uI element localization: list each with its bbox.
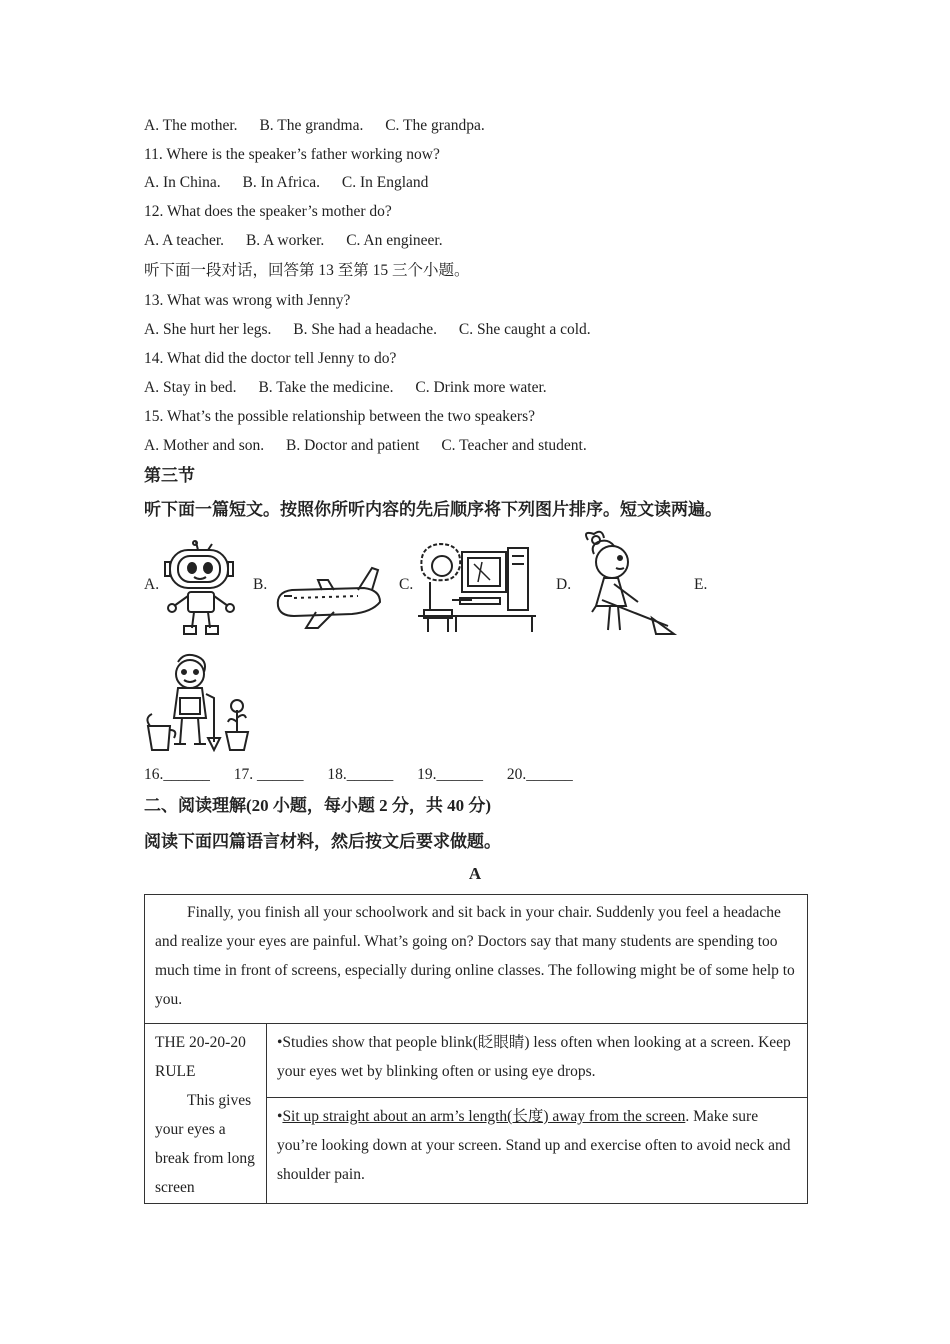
table-divider (266, 1097, 807, 1098)
picture-label-d: D. (556, 576, 572, 593)
blank-17[interactable]: 17. ______ (233, 766, 304, 783)
picture-label-e: E. (694, 576, 708, 593)
answer-blanks (144, 765, 593, 785)
passage-table (144, 894, 808, 1204)
blank-19[interactable]: 19.______ (417, 766, 483, 783)
blank-20[interactable]: 20.______ (506, 766, 573, 783)
rule-cell (145, 1025, 266, 1203)
boy-gardening-picture (144, 652, 254, 752)
q10-option-c: C. The grandpa. (385, 117, 485, 134)
q12-option-b: B. A worker. (245, 232, 325, 249)
q11-option-a: A. In China. (144, 174, 221, 191)
q12-question: 12. What does the speaker’s mother do? (144, 203, 392, 220)
q14-option-c: C. Drink more water. (415, 379, 547, 396)
blank-16[interactable]: 16.______ (144, 766, 210, 783)
q14-options (144, 378, 565, 398)
tip-2-bullet: • (277, 1108, 283, 1125)
q13-option-a: A. She hurt her legs. (144, 321, 272, 338)
q10-options (144, 116, 503, 136)
picture-label-b: B. (253, 576, 268, 593)
q11-question: 11. Where is the speaker’s father working now? (144, 146, 440, 163)
part2-instruction: 阅读下面四篇语言材料，然后按文后要求做题。 (144, 832, 501, 851)
q11-option-b: B. In Africa. (242, 174, 320, 191)
tip-1: •Studies show that people blink(眨眼睛) less often when looking at a screen. Keep your eyes wet by blinking often or using eye drops. (277, 1034, 791, 1080)
q15-option-c: C. Teacher and student. (441, 437, 587, 454)
q15-question: 15. What’s the possible relationship between the two speakers? (144, 408, 535, 425)
picture-label-a: A. (144, 576, 160, 593)
tip-2 (267, 1099, 807, 1203)
passage-letter: A (468, 864, 482, 883)
picture-label-c: C. (399, 576, 414, 593)
tip-2-rest: . Make sure you’re looking down at your screen. Stand up and exercise often to avoid neck and shoulder pain. (277, 1108, 791, 1183)
q10-option-b: B. The grandma. (259, 117, 364, 134)
q10-option-a: A. The mother. (144, 117, 238, 134)
rule-description: This gives your eyes a break from long screen (155, 1092, 255, 1196)
section3-instruction: 听下面一篇短文。按照你所听内容的先后顺序将下列图片排序。短文读两遍。 (144, 500, 722, 519)
computer-boy-picture (416, 540, 538, 634)
section3-title: 第三节 (144, 466, 195, 485)
q12-option-a: A. A teacher. (144, 232, 225, 249)
q15-options (144, 436, 605, 456)
q14-option-b: B. Take the medicine. (258, 379, 394, 396)
passage-intro: Finally, you finish all your schoolwork and sit back in your chair. Suddenly you feel a headache and realize your eyes are painful. What’s going on? Doctors say that many students are spending too much time in front of screens, especially during online classes. The following might be of some help to you. (155, 904, 795, 1008)
q13-options (144, 320, 609, 340)
girl-sweeping-picture (574, 530, 678, 636)
robot-picture (162, 540, 240, 638)
q14-question: 14. What did the doctor tell Jenny to do? (144, 350, 397, 367)
q15-option-b: B. Doctor and patient (286, 437, 420, 454)
q14-option-a: A. Stay in bed. (144, 379, 237, 396)
blank-18[interactable]: 18.______ (327, 766, 394, 783)
q13-option-b: B. She had a headache. (293, 321, 438, 338)
q13-option-c: C. She caught a cold. (458, 321, 591, 338)
instruction-13-15: 听下面一段对话，回答第 13 至第 15 三个小题。 (144, 262, 470, 279)
part2-title: 二、阅读理解(20 小题，每小题 2 分，共 40 分) (144, 796, 492, 815)
tip-2-underlined: Sit up straight about an arm’s length(长度) away from the screen (282, 1108, 686, 1125)
airplane-picture (272, 562, 384, 632)
q12-option-c: C. An engineer. (346, 232, 443, 249)
q12-options (144, 231, 461, 251)
q11-options (144, 173, 446, 193)
q13-question: 13. What was wrong with Jenny? (144, 292, 351, 309)
rule-title: THE 20-20-20 RULE (155, 1034, 246, 1080)
q15-option-a: A. Mother and son. (144, 437, 265, 454)
q11-option-c: C. In England (341, 174, 429, 191)
table-divider (145, 1023, 807, 1024)
